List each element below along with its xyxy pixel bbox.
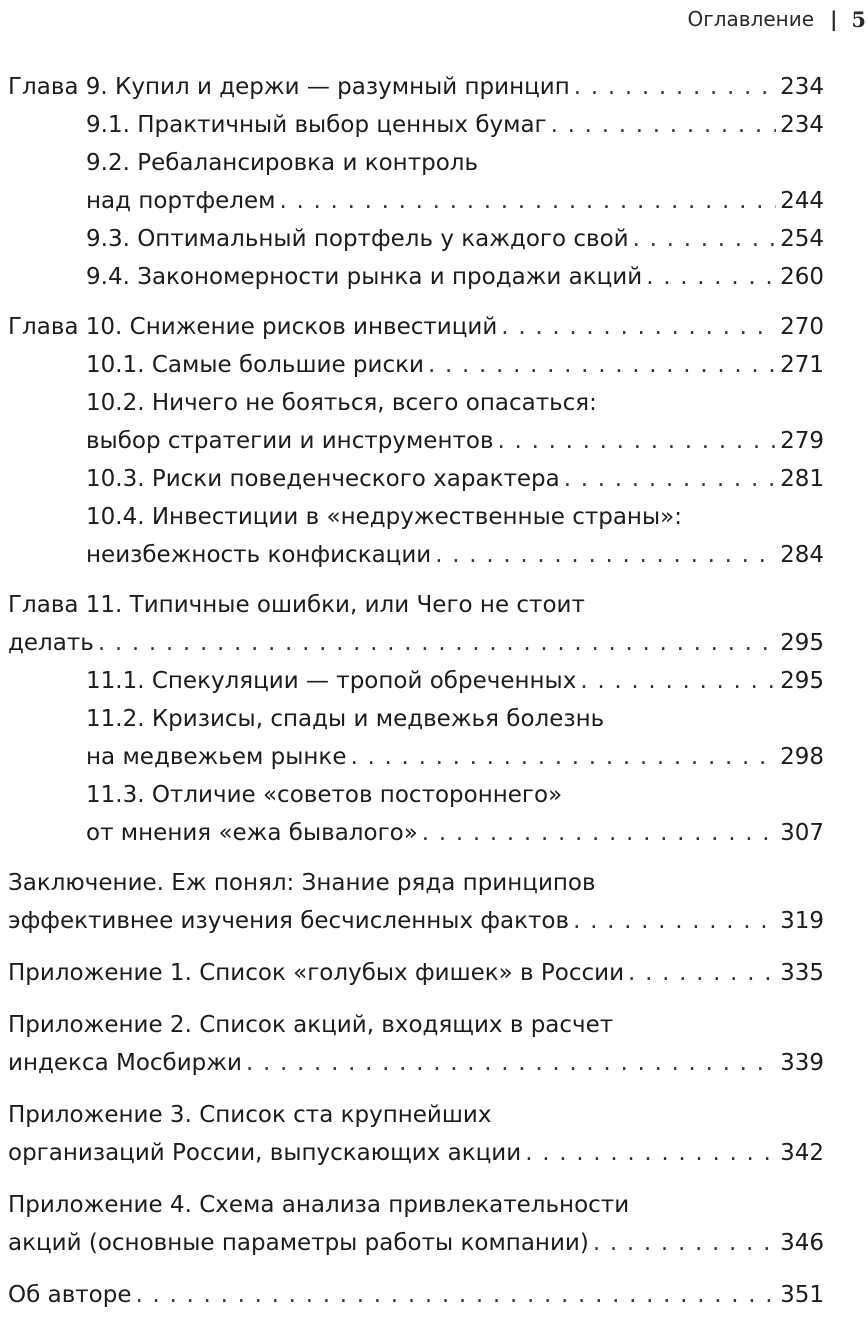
toc-entry-10-3[interactable] (8, 460, 824, 498)
toc-entry-appendix-1[interactable] (8, 954, 824, 992)
toc-entry-title: неизбежность конфискации (86, 542, 432, 568)
toc-entry-title-line: 10.4. Инвестиции в «недружественные страны»: (86, 504, 682, 530)
toc-entry-title: 9.4. Закономерности рынка и продажи акций (86, 264, 643, 290)
dot-leader (350, 738, 776, 776)
toc-entry-page: 295 (780, 630, 824, 656)
table-of-contents (8, 68, 824, 1314)
toc-entry-9-4[interactable] (8, 258, 824, 296)
spacer (8, 992, 824, 1006)
toc-entry-title-line: Приложение 2. Список акций, входящих в расчет (8, 1012, 614, 1038)
dot-leader (580, 662, 776, 700)
toc-entry-page: 271 (780, 352, 824, 378)
toc-entry-9-2[interactable] (8, 144, 824, 220)
toc-entry-page: 260 (780, 264, 824, 290)
running-head-separator: | (830, 7, 838, 31)
toc-entry-title: 9.1. Практичный выбор ценных бумаг (86, 112, 547, 138)
toc-entry-11-1[interactable] (8, 662, 824, 700)
toc-entry-title: от мнения «ежа бывалого» (86, 820, 418, 846)
toc-entry-about-author[interactable] (8, 1276, 824, 1314)
dot-leader (573, 902, 776, 940)
toc-entry-page: 234 (780, 112, 824, 138)
toc-entry-chapter-9[interactable] (8, 68, 824, 106)
dot-leader (246, 1044, 776, 1082)
toc-entry-11-3[interactable] (8, 776, 824, 852)
toc-entry-title: индекса Мосбиржи (8, 1050, 242, 1076)
dot-leader (98, 624, 776, 662)
dot-leader (498, 422, 777, 460)
toc-entry-page: 284 (780, 542, 824, 568)
toc-entry-title: делать (8, 630, 94, 656)
dot-leader (422, 814, 776, 852)
spacer (8, 1172, 824, 1186)
dot-leader (593, 1224, 776, 1262)
toc-entry-title-line: Приложение 4. Схема анализа привлекательности (8, 1192, 630, 1218)
toc-entry-title: 10.1. Самые большие риски (86, 352, 424, 378)
toc-entry-title-line: Приложение 3. Список ста крупнейших (8, 1102, 492, 1128)
dot-leader (646, 258, 776, 296)
toc-entry-title: Приложение 1. Список «голубых фишек» в России (8, 960, 625, 986)
toc-entry-10-4[interactable] (8, 498, 824, 574)
toc-entry-title: Об авторе (8, 1282, 132, 1308)
toc-entry-10-1[interactable] (8, 346, 824, 384)
spacer (8, 574, 824, 586)
toc-entry-chapter-11[interactable] (8, 586, 824, 662)
toc-entry-title-line: 11.2. Кризисы, спады и медвежья болезнь (86, 706, 605, 732)
toc-entry-page: 279 (780, 428, 824, 454)
toc-entry-title: 9.3. Оптимальный портфель у каждого свой (86, 226, 629, 252)
toc-entry-page: 270 (780, 314, 824, 340)
toc-entry-page: 307 (780, 820, 824, 846)
running-head (688, 4, 868, 34)
toc-entry-page: 295 (780, 668, 824, 694)
toc-entry-page: 319 (780, 908, 824, 934)
toc-entry-title-line: 11.3. Отличие «советов постороннего» (86, 782, 563, 808)
dot-leader (628, 954, 776, 992)
dot-leader (279, 182, 776, 220)
toc-entry-page: 298 (780, 744, 824, 770)
toc-entry-title: акций (основные параметры работы компании) (8, 1230, 589, 1256)
dot-leader (564, 460, 776, 498)
dot-leader (435, 536, 776, 574)
dot-leader (551, 106, 776, 144)
toc-entry-title: 10.3. Риски поведенческого характера (86, 466, 560, 492)
toc-entry-page: 234 (780, 74, 824, 100)
spacer (8, 1082, 824, 1096)
toc-entry-appendix-4[interactable] (8, 1186, 824, 1262)
dot-leader (525, 1134, 776, 1172)
dot-leader (428, 346, 776, 384)
toc-entry-title: Глава 9. Купил и держи — разумный принцип (8, 74, 570, 100)
toc-entry-title-line: 10.2. Ничего не бояться, всего опасаться: (86, 390, 597, 416)
toc-entry-conclusion[interactable] (8, 864, 824, 940)
toc-entry-appendix-2[interactable] (8, 1006, 824, 1082)
toc-entry-title: 11.1. Спекуляции — тропой обреченных (86, 668, 577, 694)
toc-entry-page: 281 (780, 466, 824, 492)
toc-entry-page: 254 (780, 226, 824, 252)
toc-entry-title: эффективнее изучения бесчисленных фактов (8, 908, 570, 934)
toc-entry-page: 335 (780, 960, 824, 986)
toc-entry-title-line: 9.2. Ребалансировка и контроль (86, 150, 479, 176)
dot-leader (633, 220, 776, 258)
spacer (8, 852, 824, 864)
toc-entry-11-2[interactable] (8, 700, 824, 776)
toc-entry-page: 339 (780, 1050, 824, 1076)
toc-entry-10-2[interactable] (8, 384, 824, 460)
toc-entry-title-line: Глава 11. Типичные ошибки, или Чего не стоит (8, 592, 585, 618)
toc-entry-title: организаций России, выпускающих акции (8, 1140, 522, 1166)
toc-entry-chapter-10[interactable] (8, 308, 824, 346)
dot-leader (135, 1276, 776, 1314)
toc-entry-page: 244 (780, 188, 824, 214)
toc-entry-page: 346 (780, 1230, 824, 1256)
toc-entry-title-line: Заключение. Еж понял: Знание ряда принципов (8, 870, 596, 896)
toc-entry-page: 351 (780, 1282, 824, 1308)
toc-entry-title: на медвежьем рынке (86, 744, 347, 770)
running-head-title: Оглавление (687, 7, 815, 31)
toc-entry-page: 342 (780, 1140, 824, 1166)
dot-leader (574, 68, 776, 106)
page-number: 5 (851, 6, 866, 32)
toc-entry-title: над портфелем (86, 188, 276, 214)
toc-entry-9-3[interactable] (8, 220, 824, 258)
toc-entry-title: выбор стратегии и инструментов (86, 428, 494, 454)
toc-entry-9-1[interactable] (8, 106, 824, 144)
spacer (8, 1262, 824, 1276)
spacer (8, 940, 824, 954)
toc-entry-appendix-3[interactable] (8, 1096, 824, 1172)
spacer (8, 296, 824, 308)
dot-leader (501, 308, 776, 346)
toc-entry-title: Глава 10. Снижение рисков инвестиций (8, 314, 498, 340)
